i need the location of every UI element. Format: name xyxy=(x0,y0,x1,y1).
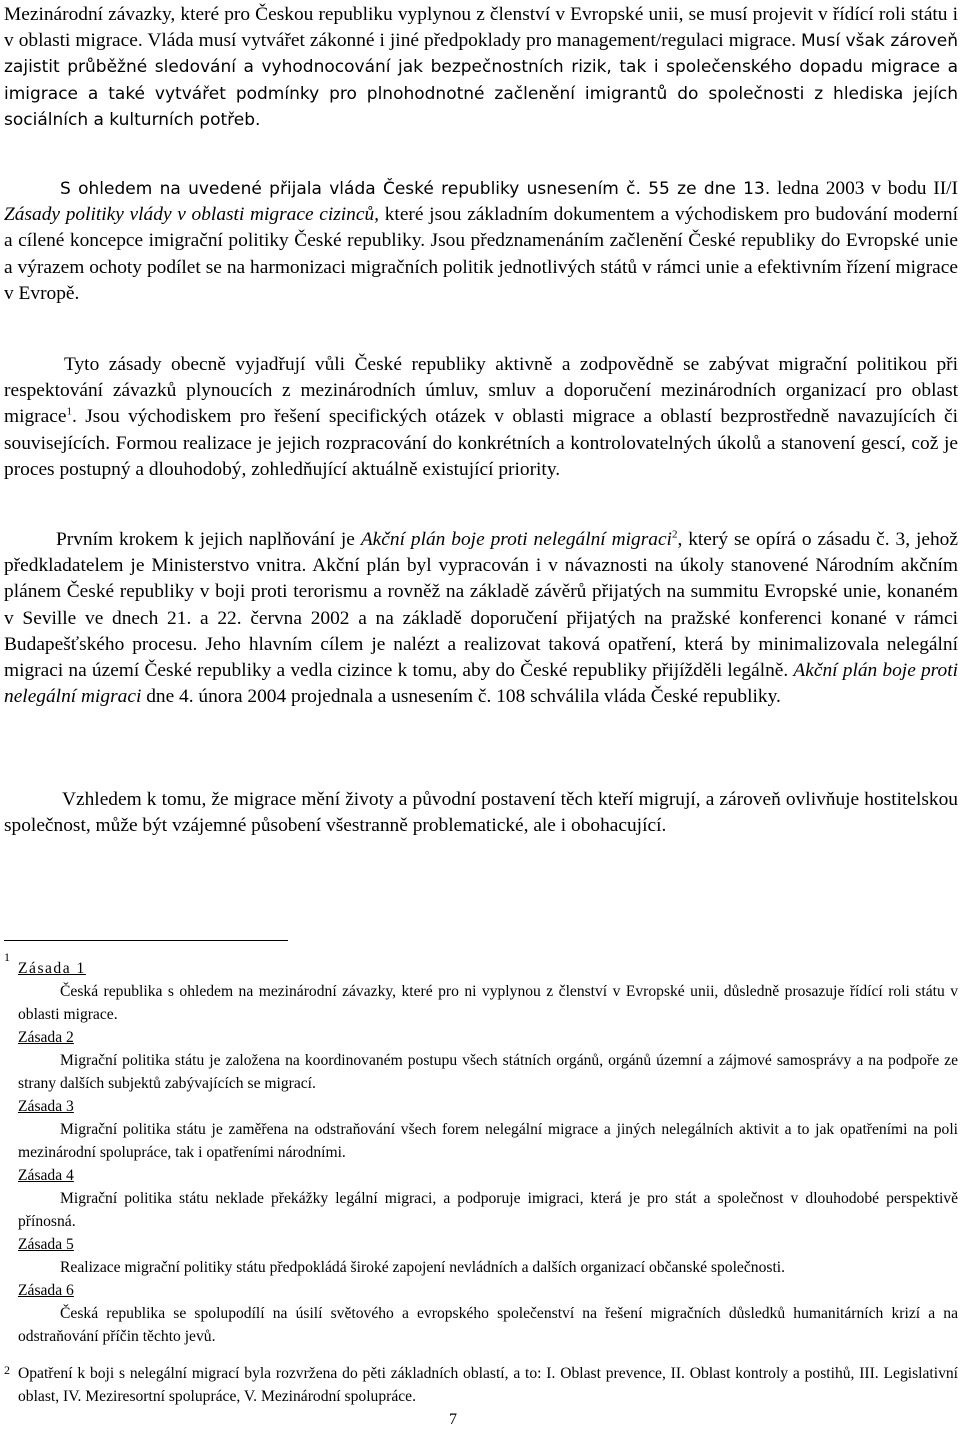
footnote-separator xyxy=(4,940,288,941)
zasada-text: Migrační politika státu neklade překážky legální migraci, a podporuje imigraci, která je pro stát a společnost v dlouhodobé perspektivě přínosná. xyxy=(18,1190,958,1230)
paragraph-1-sans: Musí však zároveň zajistit průběžné sledování a vyhodnocování jak bezpečnostních rizik, tak i společenského dopadu migrace a imigrace a také vytvářet podmínky pro plnohodnotné začlenění imigrantů do společnosti z hlediska jejích sociálních a kulturních potřeb. xyxy=(4,31,958,130)
zasada-text: Realizace migrační politiky státu předpokládá široké zapojení nevládních a dalších organizací občanské společnosti. xyxy=(60,1259,786,1276)
zasada-text: Migrační politika státu je založena na koordinovaném postupu všech státních orgánů, orgánů územní a zájmové samosprávy a na podpoře ze strany dalších subjektů zabývajících se migrací. xyxy=(18,1052,958,1092)
zasada-heading: Zásada 4 xyxy=(18,1167,74,1184)
zasada-text: Migrační politika státu je zaměřena na odstraňování všech forem nelegální migrace a jiných nelegálních aktivit a to jak opatřeními na poli mezinárodní spolupráce, tak i opatřeními národními. xyxy=(18,1121,958,1161)
paragraph-2-sans: S ohledem na uvedené přijala vláda České republiky usnesením č. 55 ze dne 13. xyxy=(60,179,771,199)
footnote-mark-1: 1 xyxy=(4,950,10,964)
paragraph-2-a: ledna 2003 v bodu II/I xyxy=(776,178,958,199)
footnote-2-text: Opatření k boji s nelegální migrací byla rozvržena do pěti základních oblastí, a to: I. Oblast prevence, II. Oblast kontroly a postihů, III. Legislativní oblast, IV. Meziresortní spolupráce, V. Mezinárodní spolupráce. xyxy=(18,1365,958,1405)
footnote-ref-2: 2 xyxy=(671,528,678,541)
paragraph-5 xyxy=(4,787,958,839)
footnote-2 xyxy=(18,1362,958,1408)
paragraph-4-c: dne 4. února 2004 projednala a usnesením č. 108 schválila vláda České republiky. xyxy=(146,686,781,708)
paragraph-2-b: které jsou základním dokumentem a východiskem pro budování moderní a cílené koncepce imigrační politiky České republiky. Jsou předznamenáním začlenění České republiky do Evropské unie a výrazem ochoty podílet se na harmonizaci migračních politik jednotlivých států v rámci unie a efektivním řízení migrace v Evropě. xyxy=(4,204,958,304)
paragraph-4-italic-1: Akční plán boje proti nelegální migraci xyxy=(360,529,672,550)
zasada-heading: Zásada 3 xyxy=(18,1098,74,1115)
zasada-heading: Zásada 1 xyxy=(18,960,86,977)
paragraph-4 xyxy=(4,527,958,710)
zasada-heading: Zásada 6 xyxy=(18,1282,74,1299)
footnote-1 xyxy=(18,957,958,1348)
paragraph-2 xyxy=(4,176,958,307)
paragraph-3-a: Tyto zásady obecně vyjadřují vůli České republiky aktivně a zodpovědně se zabývat migrační politikou při respektování závazků plynoucích z mezinárodních úmluv, smluv a doporučení mezinárodních organizací pro oblast migrace xyxy=(4,354,958,428)
paragraph-1-serif: Mezinárodní závazky, které pro Českou republiku vyplynou z členství v Evropské unii, se musí projevit v řídící roli státu i v oblasti migrace. Vláda musí vytvářet zákonné i jiné předpoklady pro management/regulaci migrace. xyxy=(4,4,958,52)
zasada-heading: Zásada 2 xyxy=(18,1029,74,1046)
zasada-heading: Zásada 5 xyxy=(18,1236,74,1253)
zasada-text: Česká republika se spolupodílí na úsilí světového a evropského společenství na řešení migračních důsledků humanitárních krizí a na odstraňování příčin těchto jevů. xyxy=(18,1305,958,1345)
paragraph-4-italic-2: Akční plán boje proti nelegální migraci xyxy=(4,660,958,708)
paragraph-5-text: Vzhledem k tomu, že migrace mění životy a původní postavení těch kteří migrují, a zároveň ovlivňuje hostitelskou společnost, může být vzájemné působení všestranně problematické, ale i obohacující. xyxy=(4,789,958,837)
footnote-mark-2: 2 xyxy=(4,1363,10,1377)
paragraph-4-b: , který se opírá o zásadu č. 3, jehož předkladatelem je Ministerstvo vnitra. Akční plán byl vypracován i v návaznosti na úkoly stanovené Národním akčním plánem České republiky v boji proti terorismu a rovněž na základě závěrů přijatých na summitu Evropské unie, konaném v Seville ve dnech 21. a 22. června 2002 a na základě doporučení přijatých na pražské konferenci konané v rámci Budapešťského procesu. Jeho hlavním cílem je nalézt a realizovat taková opatření, která by minimalizovala nelegální migraci na území České republiky a vedla cizince k tomu, aby do České republiky přijížděli legálně. xyxy=(4,529,958,682)
paragraph-1 xyxy=(4,2,958,133)
paragraph-4-a: Prvním krokem k jejich naplňování je xyxy=(56,529,355,550)
footnote-ref-1: 1 xyxy=(66,405,72,418)
paragraph-3-b: . Jsou východiskem pro řešení specifických otázek v oblasti migrace a oblastí bezprostředně navazujících či souvisejících. Formou realizace je jejich rozpracování do konkrétních a kontrolovatelných úkolů a stanovení gescí, což je proces postupný a dlouhodobý, zohledňující aktuálně existující priority. xyxy=(4,406,958,480)
zasada-text: Česká republika s ohledem na mezinárodní závazky, které pro ni vyplynou z členství v Evropské unii, důsledně prosazuje řídící roli státu v oblasti migrace. xyxy=(18,983,958,1023)
paragraph-2-italic: Zásady politiky vlády v oblasti migrace cizinců, xyxy=(4,204,380,226)
paragraph-3 xyxy=(4,352,958,483)
page-number: 7 xyxy=(449,1411,457,1428)
